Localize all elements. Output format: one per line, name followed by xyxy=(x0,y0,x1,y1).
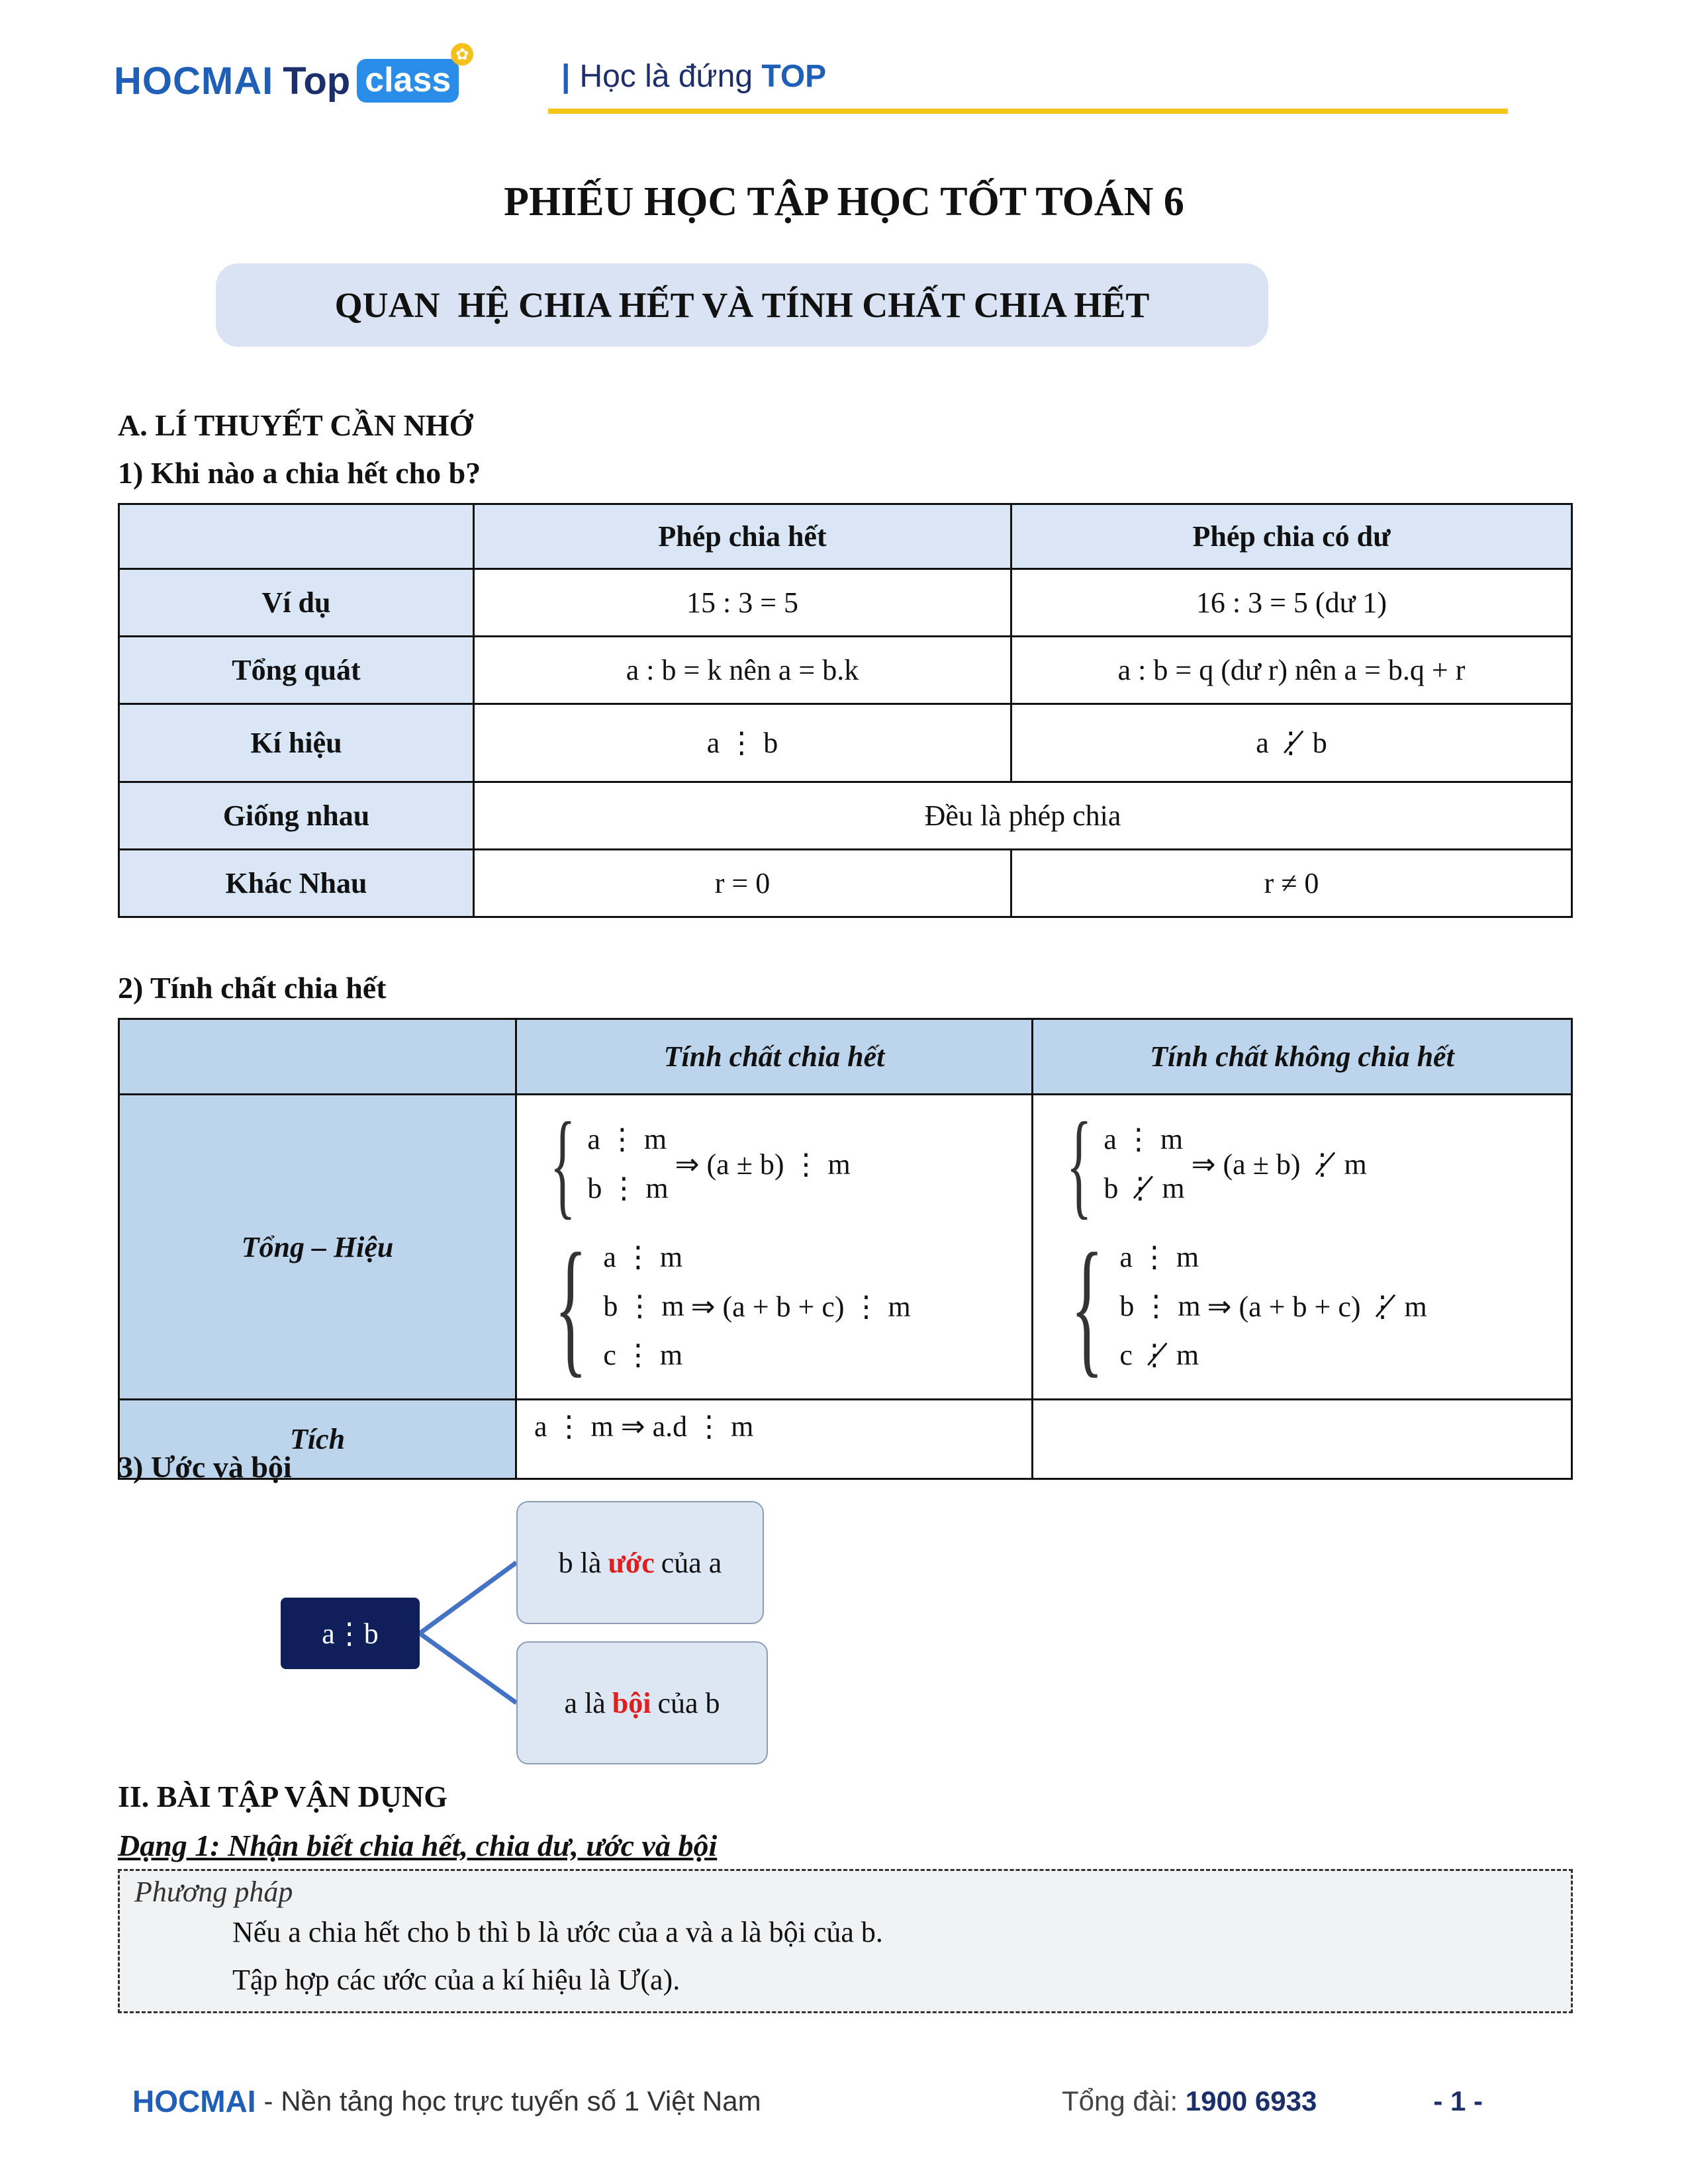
slogan: | Học là đứng TOP xyxy=(561,59,827,94)
table-cell: a ⋮ b xyxy=(474,704,1011,782)
math-line: b ⋮ m xyxy=(603,1290,684,1322)
star-icon: ✿ xyxy=(451,43,473,66)
uoc-suffix: của a xyxy=(661,1546,722,1579)
question-1-heading: 1) Khi nào a chia hết cho b? xyxy=(118,456,481,490)
method-box xyxy=(118,1869,1573,2013)
diagram-root-node: a⋮b xyxy=(281,1598,420,1669)
diagram-uoc-node xyxy=(516,1501,764,1624)
question-3-heading: 3) Ước và bội xyxy=(118,1450,292,1484)
math-line: a ⋮ m xyxy=(587,1123,667,1156)
math-line: a ⋮ m xyxy=(1103,1123,1184,1156)
slogan-text: Học là đứng xyxy=(579,59,753,94)
table-cell: r = 0 xyxy=(474,850,1011,917)
math-line: c ⋮ m xyxy=(603,1339,683,1371)
subtitle-text: QUAN HỆ CHIA HẾT VÀ TÍNH CHẤT CHIA HẾT xyxy=(334,285,1150,325)
method-heading: Phương pháp xyxy=(134,1876,293,1908)
connector-line-boi xyxy=(420,1633,516,1703)
brand-hocmai: HOCMAI xyxy=(114,59,274,103)
dang-1-heading: Dạng 1: Nhận biết chia hết, chia dư, ước và bội xyxy=(118,1829,718,1862)
footer-tagline: - Nền tảng học trực tuyến số 1 Việt Nam xyxy=(263,2085,761,2116)
math-block: { a ⋮ m b ⋮ m c ⋮̸ m ⇒ (a + b + c) ⋮̸ m xyxy=(1070,1222,1427,1390)
slogan-highlight: TOP xyxy=(761,59,827,94)
row-label: Giống nhau xyxy=(119,782,474,850)
page-footer xyxy=(132,2078,1509,2124)
math-line: c ⋮̸ m xyxy=(1119,1339,1199,1371)
method-line: Tập hợp các ước của a kí hiệu là Ư(a). xyxy=(232,1964,680,1996)
uoc-highlight: ước xyxy=(608,1546,655,1579)
math-line: b ⋮ m xyxy=(587,1172,669,1205)
row-label: Khác Nhau xyxy=(119,850,474,917)
math-line: a ⋮ m xyxy=(603,1241,683,1273)
section-a-heading: A. LÍ THUYẾT CẦN NHỚ xyxy=(118,408,473,442)
col-header-remainder-division: Phép chia có dư xyxy=(1011,504,1572,569)
connector-line-uoc xyxy=(420,1563,516,1633)
hotline-number: 1900 6933 xyxy=(1185,2085,1317,2116)
boi-highlight: bội xyxy=(612,1686,651,1719)
diagram-boi-node xyxy=(516,1641,768,1764)
table-cell: r ≠ 0 xyxy=(1011,850,1572,917)
brand-class-text: class xyxy=(365,61,451,99)
col-header-not-divisible: Tính chất không chia hết xyxy=(1033,1019,1572,1095)
table-merged-cell: Đều là phép chia xyxy=(474,782,1572,850)
math-block: { a ⋮ m b ⋮ m c ⋮ m ⇒ (a + b + c) ⋮ m xyxy=(554,1222,911,1390)
math-result: ⇒ (a ± b) ⋮̸ m xyxy=(1191,1148,1367,1181)
math-line: a ⋮ m xyxy=(1119,1241,1199,1273)
table-cell: a ⋮̸ b xyxy=(1011,704,1572,782)
math-block: { a ⋮ m b ⋮̸ m ⇒ (a ± b) ⋮̸ m xyxy=(1066,1098,1367,1230)
footer-hotline xyxy=(1062,2085,1317,2117)
math-line: b ⋮̸ m xyxy=(1103,1172,1185,1205)
col-header-divisible: Tính chất chia hết xyxy=(516,1019,1033,1095)
table-cell: 15 : 3 = 5 xyxy=(474,569,1011,637)
table-cell: 16 : 3 = 5 (dư 1) xyxy=(1011,569,1572,637)
method-line: Nếu a chia hết cho b thì b là ước của a và a là bội của b. xyxy=(232,1916,883,1948)
footer-logo: HOCMAI xyxy=(132,2084,256,2118)
question-2-heading: 2) Tính chất chia hết xyxy=(118,971,387,1005)
row-label: Kí hiệu xyxy=(119,704,474,782)
math-result: ⇒ (a + b + c) ⋮ m xyxy=(690,1290,911,1323)
row-label-product: Tích xyxy=(119,1400,516,1479)
table-cell: a : b = k nên a = b.k xyxy=(474,637,1011,704)
boi-prefix: a là xyxy=(564,1686,606,1719)
row-label: Tổng quát xyxy=(119,637,474,704)
page-number: - 1 - xyxy=(1433,2085,1483,2116)
math-result: ⇒ (a + b + c) ⋮̸ m xyxy=(1207,1290,1427,1323)
table-cell: a : b = q (dư r) nên a = b.q + r xyxy=(1011,637,1572,704)
product-cell: a ⋮ m ⇒ a.d ⋮ m xyxy=(516,1400,1033,1479)
col-header-exact-division: Phép chia hết xyxy=(474,504,1011,569)
math-result: ⇒ (a ± b) ⋮ m xyxy=(675,1148,851,1181)
section-ii-heading: II. BÀI TẬP VẬN DỤNG xyxy=(118,1780,448,1813)
math-block: { a ⋮ m b ⋮ m ⇒ (a ± b) ⋮ m xyxy=(549,1098,851,1230)
uoc-prefix: b là xyxy=(558,1546,602,1579)
document-title: PHIẾU HỌC TẬP HỌC TỐT TOÁN 6 xyxy=(504,179,1184,224)
brand-top: Top xyxy=(283,59,351,103)
math-line: b ⋮ m xyxy=(1119,1290,1201,1322)
row-label: Ví dụ xyxy=(119,569,474,637)
row-label-sum-difference: Tổng – Hiệu xyxy=(119,1095,516,1400)
boi-suffix: của b xyxy=(657,1686,720,1719)
hotline-label: Tổng đài: xyxy=(1062,2085,1178,2116)
